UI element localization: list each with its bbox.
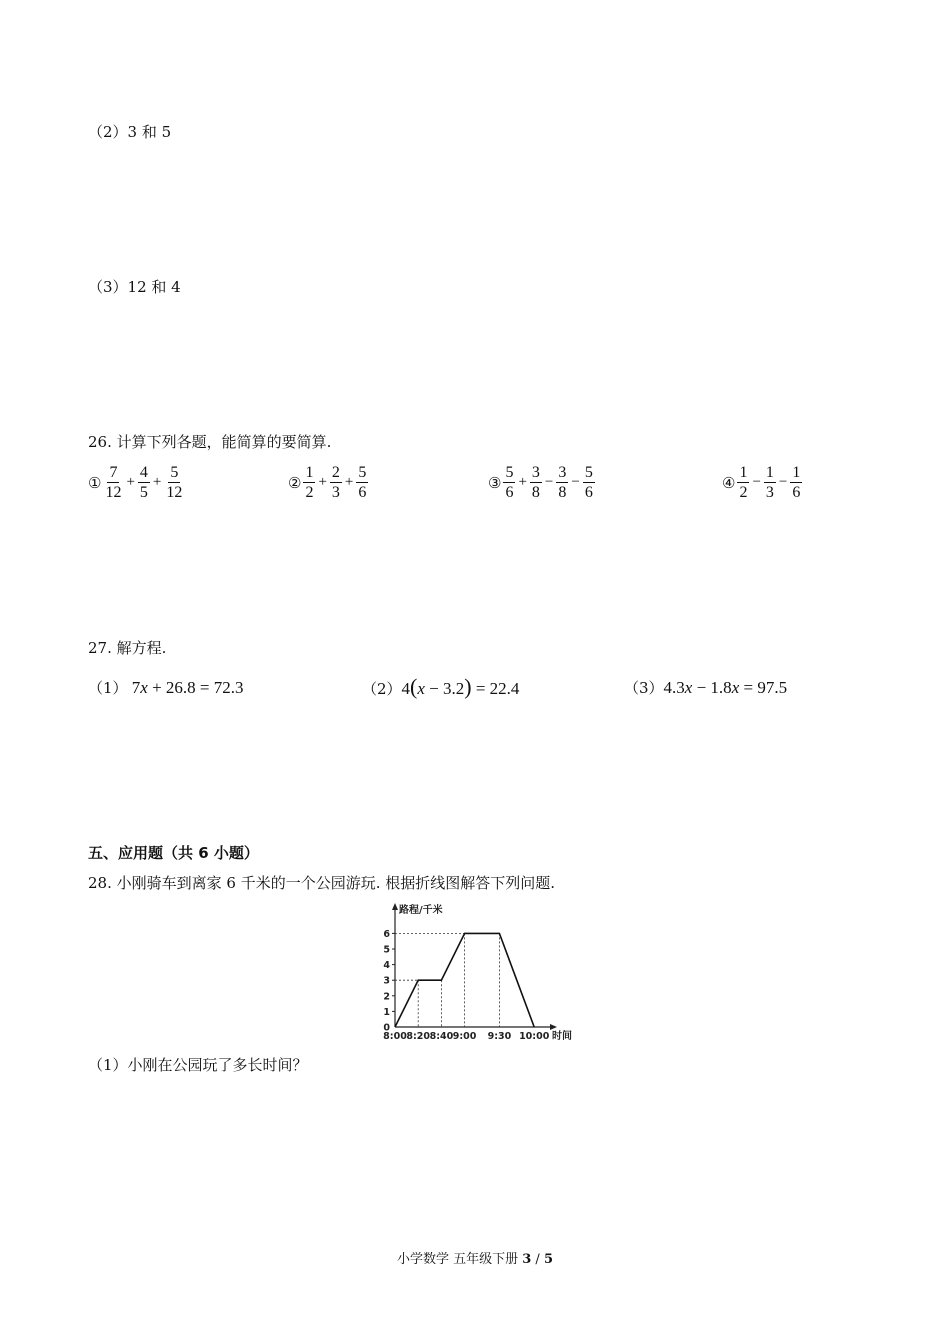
q26-expr-4: [722, 463, 803, 502]
denominator: 6: [358, 484, 367, 501]
denominator: 8: [558, 484, 567, 501]
eq2-body: [401, 674, 520, 699]
q26-title: 26. 计算下列各题，能简算的要简算.: [88, 433, 332, 451]
y-axis-label: 路程/千米: [399, 905, 443, 916]
numerator: 1: [765, 464, 774, 481]
fraction: [764, 463, 776, 502]
footer-page: 3: [522, 1252, 532, 1267]
numerator: 3: [558, 464, 567, 481]
footer-sep: /: [531, 1252, 544, 1267]
y-tick-label: 0: [383, 1022, 390, 1034]
operator: +: [344, 474, 354, 490]
fraction: [556, 463, 568, 502]
operator: −: [778, 474, 788, 490]
numerator: 5: [358, 464, 367, 481]
denominator: 3: [765, 484, 774, 501]
q26-expr-2: [288, 463, 369, 502]
y-tick-label: 6: [383, 928, 390, 940]
x-tick-label: 8:00: [383, 1031, 407, 1042]
fraction: [356, 463, 368, 502]
distance-time-chart: [376, 898, 586, 1048]
eq3-rest: = 97.5: [739, 677, 788, 697]
eq3-body: [664, 678, 788, 698]
eq1-label: （1）: [88, 679, 128, 697]
expr-label: ②: [288, 473, 302, 492]
denominator: 12: [105, 484, 122, 501]
x-tick-label: 10:00: [519, 1031, 550, 1042]
operator: −: [752, 474, 761, 490]
fraction: [103, 463, 123, 502]
eq1-var: x: [140, 677, 148, 697]
eq3-mid: − 1.8: [692, 677, 732, 697]
footer-text: 小学数学 五年级下册: [396, 1252, 523, 1267]
expr-label: ④: [722, 473, 736, 492]
denominator: 6: [505, 484, 514, 501]
operator: +: [518, 474, 527, 490]
numerator: 3: [531, 464, 540, 481]
numerator: 5: [170, 464, 179, 481]
denominator: 12: [166, 484, 183, 501]
section-5-heading: 五、应用题（共 6 小题）: [88, 844, 259, 862]
q28-part-1: （1）小刚在公园玩了多长时间？: [88, 1056, 308, 1074]
operator: +: [126, 474, 135, 490]
fraction: [737, 463, 749, 502]
eq1-coef: 7: [131, 677, 141, 697]
eq2-close: ): [464, 674, 472, 699]
q28-title: 28. 小刚骑车到离家 6 千米的一个公园游玩. 根据折线图解答下列问题.: [88, 874, 556, 892]
eq2-label: （2）: [362, 679, 402, 698]
eq3-var1: x: [684, 677, 693, 697]
eq2-open: (: [410, 674, 418, 699]
q26-expr-3: [488, 463, 596, 502]
q25-part-2: （2）3 和 5: [88, 123, 172, 141]
fraction: [164, 463, 184, 502]
fraction: [503, 463, 515, 502]
y-tick-label: 3: [383, 975, 390, 987]
numerator: 5: [505, 464, 514, 481]
denominator: 8: [531, 484, 540, 501]
expr-label: ③: [488, 473, 502, 492]
y-axis-arrow: [392, 903, 398, 910]
eq2-var: x: [417, 679, 425, 698]
eq1-rest: + 26.8 = 72.3: [147, 677, 244, 697]
q26-expr-1: [88, 463, 185, 502]
eq2-coef: 4: [401, 679, 411, 698]
numerator: 5: [584, 464, 593, 481]
x-axis-label: 时间: [552, 1031, 572, 1042]
denominator: 2: [305, 484, 314, 501]
y-tick-label: 2: [383, 991, 390, 1003]
x-tick-label: 8:40: [429, 1031, 454, 1042]
fraction: [138, 463, 150, 502]
eq2-rest: = 22.4: [471, 679, 520, 698]
operator: −: [544, 474, 554, 490]
eq2-inner: − 3.2: [424, 679, 465, 698]
fraction: [330, 463, 342, 502]
operator: +: [318, 474, 327, 490]
fraction: [790, 463, 802, 502]
footer-total: 5: [543, 1252, 553, 1267]
fraction: [303, 463, 315, 502]
eq3-var2: x: [731, 677, 740, 697]
y-tick-label: 4: [383, 960, 390, 972]
eq3-a: 4.3: [663, 677, 685, 697]
x-axis-arrow: [550, 1024, 557, 1030]
fraction: [530, 463, 542, 502]
numerator: 1: [739, 464, 748, 481]
y-tick-label: 1: [383, 1006, 390, 1018]
q27-eq-2: [362, 674, 520, 699]
q27-eq-3: [624, 677, 787, 698]
denominator: 3: [331, 484, 340, 501]
y-tick-label: 5: [383, 944, 390, 956]
denominator: 6: [584, 484, 593, 501]
q27-eq-1: [88, 677, 244, 698]
q27-title: 27. 解方程.: [88, 639, 167, 657]
fraction: [583, 463, 595, 502]
operator: −: [571, 474, 580, 490]
q25-part-3: （3）12 和 4: [88, 278, 181, 296]
numerator: 7: [109, 464, 118, 481]
numerator: 4: [139, 464, 148, 481]
x-tick-label: 8:20: [406, 1031, 431, 1042]
denominator: 6: [792, 484, 801, 501]
numerator: 1: [792, 464, 801, 481]
numerator: 2: [331, 464, 340, 481]
denominator: 5: [139, 484, 148, 501]
page-footer: [0, 1248, 950, 1267]
operator: +: [152, 474, 162, 490]
denominator: 2: [739, 484, 748, 501]
eq3-label: （3）: [624, 679, 664, 697]
x-tick-label: 9:00: [452, 1031, 477, 1042]
x-tick-label: 9:30: [487, 1031, 512, 1042]
numerator: 1: [305, 464, 314, 481]
expr-label: ①: [88, 473, 102, 492]
eq1-body: [128, 678, 244, 698]
